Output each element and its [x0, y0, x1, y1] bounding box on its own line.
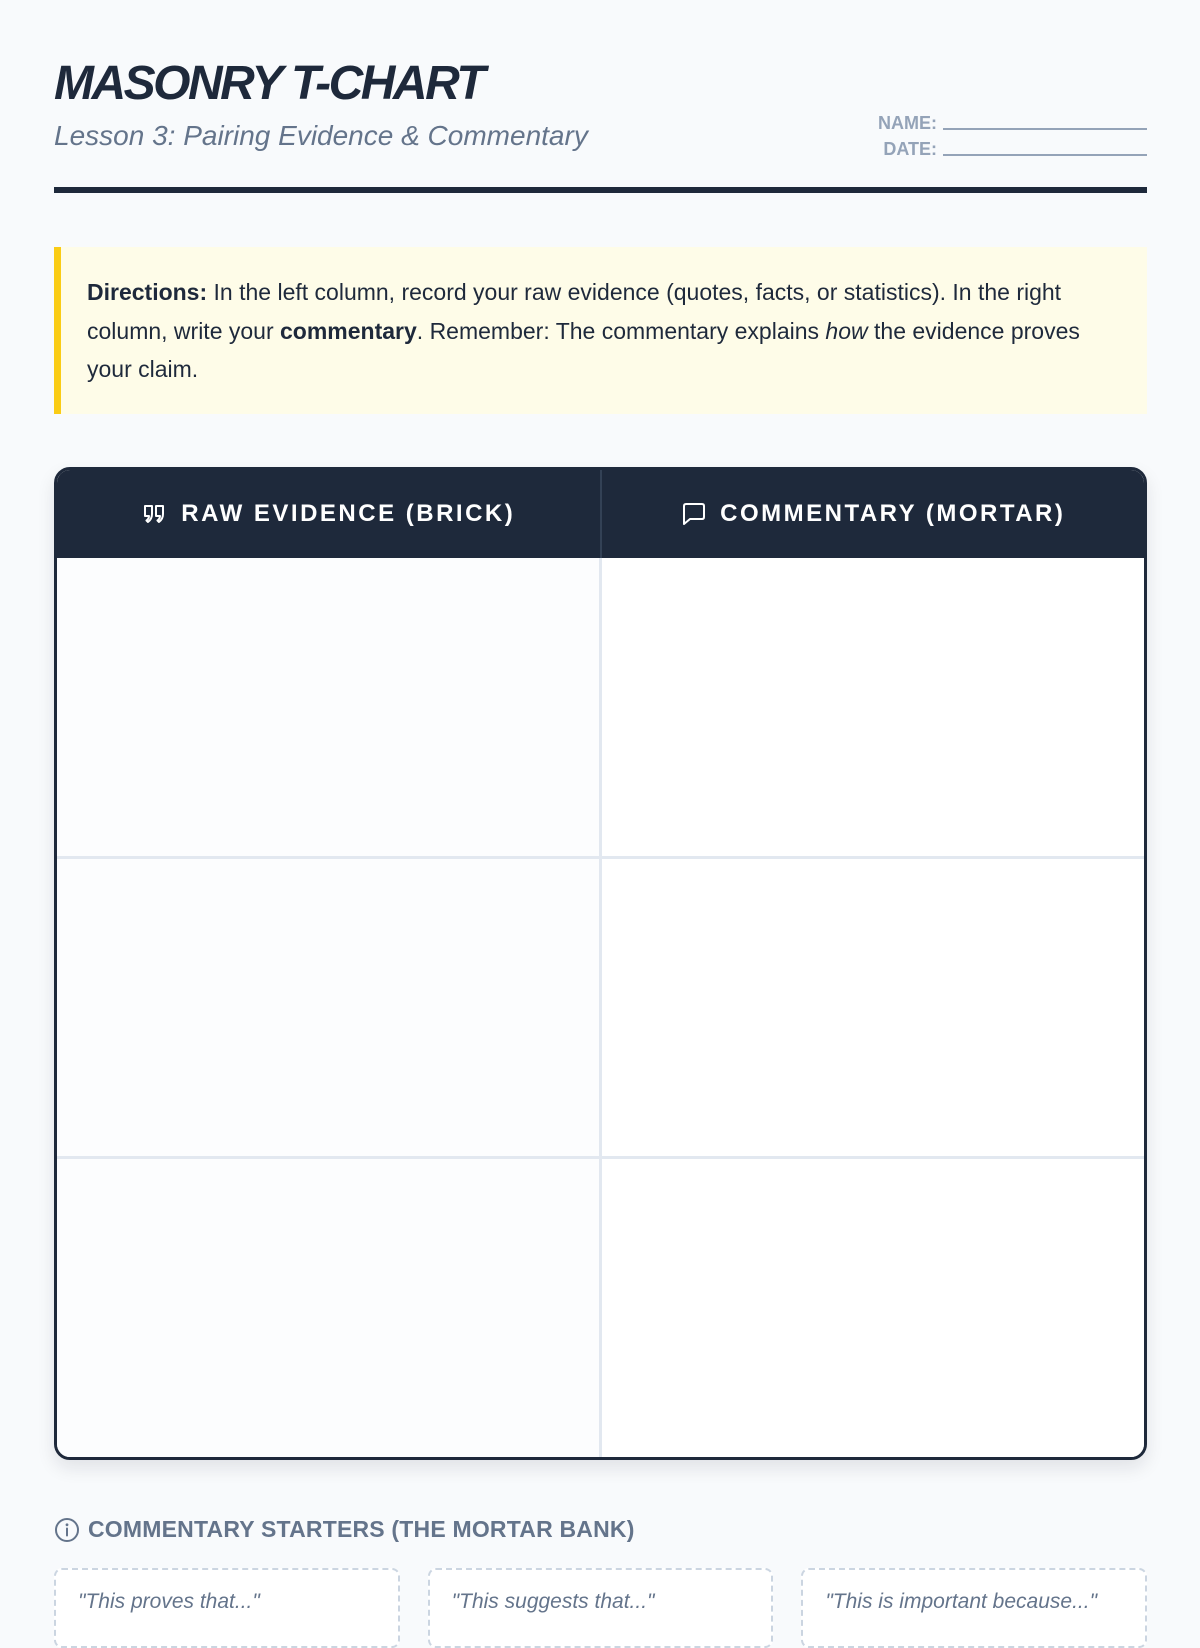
date-field-line[interactable] — [943, 154, 1147, 156]
starter-card: "This suggests that..." — [428, 1568, 774, 1648]
worksheet-header — [54, 0, 1147, 194]
t-chart-row-2 — [57, 856, 1144, 1157]
commentary-cell-3[interactable] — [599, 1159, 1144, 1457]
evidence-cell-2[interactable] — [57, 859, 599, 1157]
speech-bubble-icon — [680, 500, 708, 528]
name-label: NAME: — [878, 113, 937, 133]
date-row — [867, 134, 1147, 160]
header-divider — [54, 187, 1147, 193]
worksheet-page — [54, 0, 1147, 1613]
starters-heading-label: COMMENTARY STARTERS (THE MORTAR BANK) — [88, 1516, 635, 1542]
starter-card: "This is important because..." — [801, 1568, 1147, 1648]
directions-text-2: . Remember: The commentary explains — [416, 317, 826, 344]
t-chart-body — [57, 558, 1144, 1457]
t-chart-header — [57, 470, 1144, 558]
page-subtitle: Lesson 3: Pairing Evidence & Commentary — [54, 120, 588, 151]
evidence-column-header — [57, 470, 600, 558]
date-label: DATE: — [883, 139, 937, 159]
name-date-block — [867, 108, 1147, 160]
name-row — [867, 108, 1147, 134]
commentary-column-label: COMMENTARY (MORTAR) — [720, 500, 1066, 527]
evidence-cell-1[interactable] — [57, 558, 599, 856]
starters-heading — [54, 1516, 635, 1543]
directions-bold-word: commentary — [280, 317, 417, 344]
directions-text-3: the evidence proves your claim. — [87, 317, 1080, 382]
quote-icon — [141, 500, 169, 528]
directions-box — [54, 247, 1147, 414]
t-chart-row-1 — [57, 558, 1144, 856]
name-field-line[interactable] — [943, 128, 1147, 130]
t-chart-row-3 — [57, 1156, 1144, 1457]
evidence-cell-3[interactable] — [57, 1159, 599, 1457]
info-icon — [54, 1517, 80, 1543]
starters-bank — [54, 1568, 1147, 1648]
page-title: MASONRY T-CHART — [54, 57, 484, 110]
evidence-column-label: RAW EVIDENCE (BRICK) — [181, 500, 516, 527]
commentary-column-header — [600, 470, 1145, 558]
directions-italic-word: how — [825, 317, 868, 344]
directions-text-1: In the left column, record your raw evidence (quotes, facts, or statistics). In the right column, write your — [87, 279, 1062, 344]
starter-card: "This proves that..." — [54, 1568, 400, 1648]
commentary-cell-1[interactable] — [599, 558, 1144, 856]
commentary-cell-2[interactable] — [599, 859, 1144, 1157]
t-chart — [54, 467, 1147, 1460]
directions-lead: Directions: — [87, 279, 208, 305]
